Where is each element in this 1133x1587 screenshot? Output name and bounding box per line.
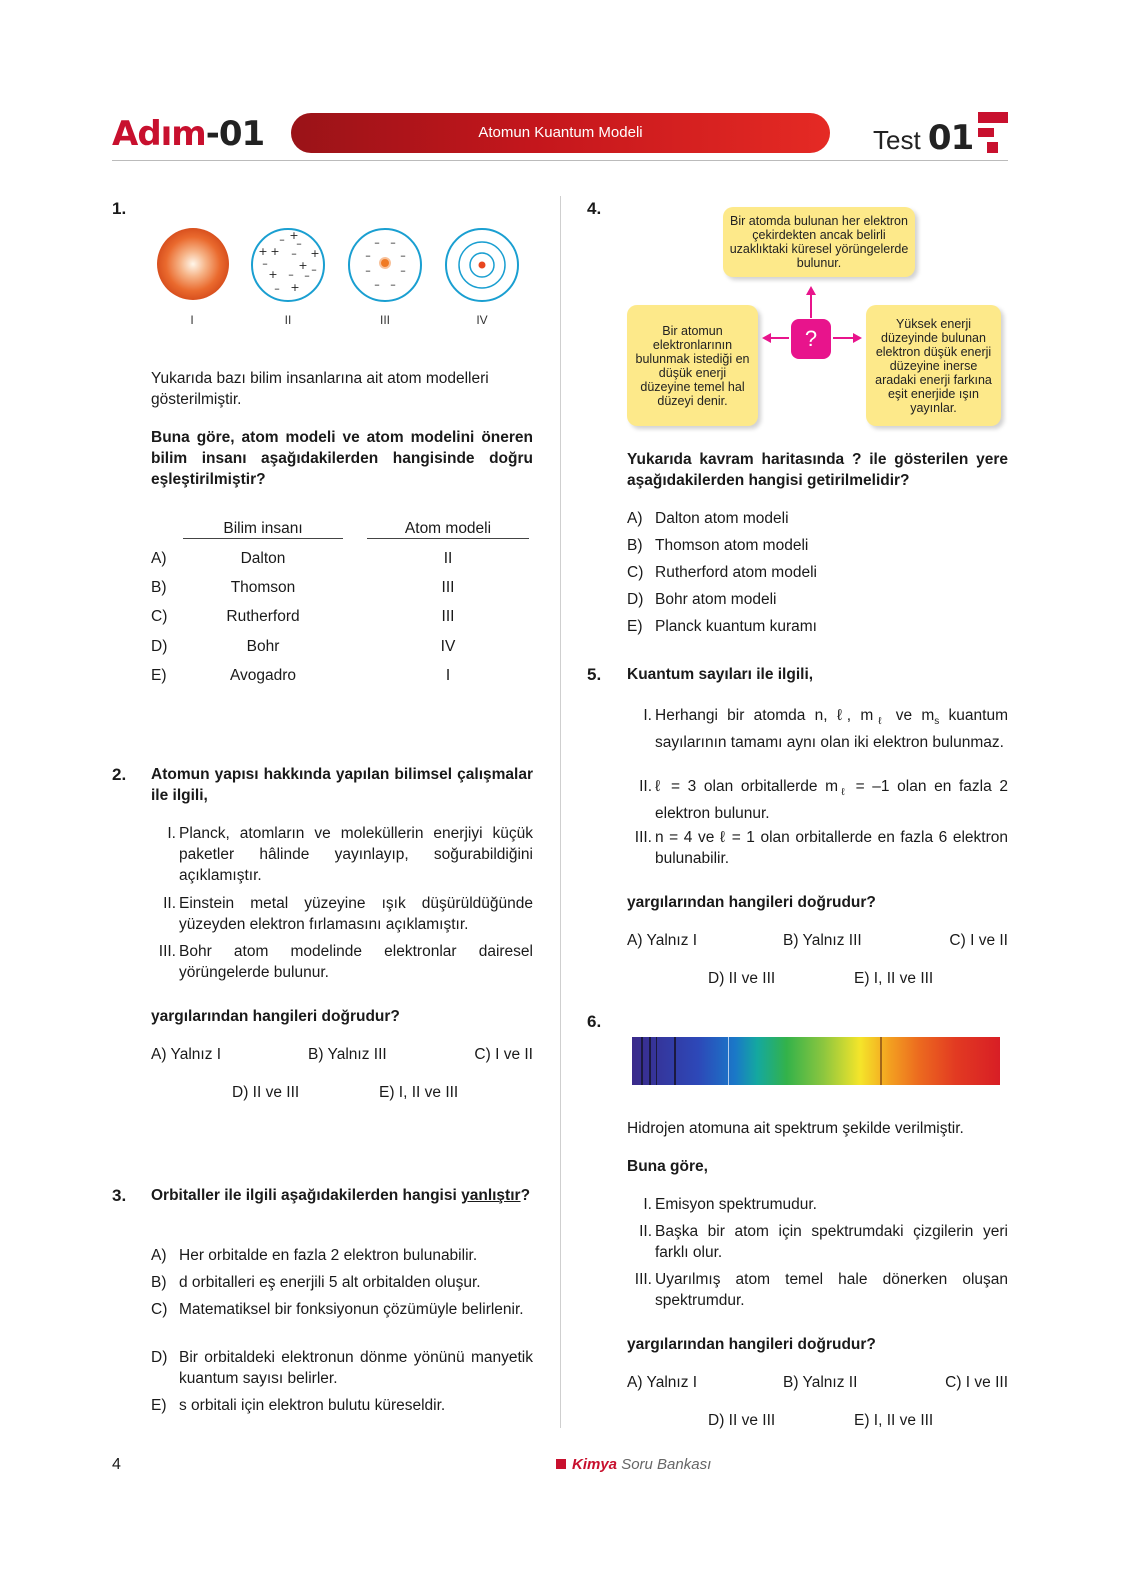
svg-text:–: – [311, 263, 317, 276]
q2-statement-roman: III. [158, 943, 176, 960]
q1-option-scientist: Avogadro [229, 667, 297, 684]
model-label-iv: IV [476, 313, 488, 327]
q1-option-letter[interactable]: B) [151, 579, 167, 596]
q4-option-letter[interactable]: E) [627, 618, 643, 635]
q3-option-text: Matematiksel bir fonksiyonun çözümüyle belirlenir. [179, 1301, 524, 1318]
q6-ask: yargılarından hangileri doğrudur? [627, 1336, 876, 1353]
q3-option-letter[interactable]: B) [151, 1274, 167, 1291]
q6-lead: Buna göre, [627, 1158, 708, 1175]
model-iii-nucleus-icon [346, 226, 424, 304]
q1-question: Buna göre, atom modeli ve atom modelini öneren bilim insanı aşağıdakilerden hangisinde doğru eşleştirilmiştir? [151, 429, 533, 488]
q4-option-text: Planck kuantum kuramı [655, 618, 817, 635]
q2-option-e[interactable]: E) I, II ve III [379, 1084, 459, 1101]
q5-statement-text: ℓ = 3 olan orbitallerde $m_\ell = -1$ olan en fazla 2 elektron bulunur. [655, 778, 1008, 823]
svg-text:+: + [290, 281, 300, 294]
q2-statement-text: Einstein metal yüzeyine ışık düşürüldüğünde yüzeyden elektron fırlamasını açıklamıştır. [179, 895, 533, 933]
q6-option-c[interactable]: C) I ve III [945, 1374, 1008, 1391]
q5-statement-text: Herhangi bir atomda n, ℓ, $m_\ell$ ve $m_s$ kuantum sayılarının tamamı aynı olan iki elektron bulunmaz. [655, 707, 1008, 752]
q5-option-c[interactable]: C) I ve II [949, 932, 1008, 949]
q6-option-b[interactable]: B) Yalnız II [783, 1374, 858, 1391]
q2-option-b[interactable]: B) Yalnız III [308, 1046, 387, 1063]
svg-text:–: – [374, 236, 380, 249]
q1-number: 1. [112, 199, 127, 218]
q1-header-rule [367, 538, 529, 539]
q4-option-letter[interactable]: B) [627, 537, 643, 554]
footer-brand-bold: Kimya [572, 1456, 618, 1473]
q4-option-text: Thomson atom modeli [655, 537, 809, 554]
svg-text:–: – [304, 269, 310, 282]
svg-text:+: + [289, 229, 299, 242]
model-label-iii: III [379, 313, 390, 327]
q3-question-text: Orbitaller ile ilgili aşağıdakilerden hangisi [151, 1187, 462, 1204]
q2-number: 2. [112, 765, 127, 784]
q3-option-letter[interactable]: A) [151, 1247, 167, 1264]
q5-statement-roman: I. [643, 707, 652, 724]
svg-text:–: – [400, 264, 406, 277]
concept-box-left: Bir atomun elektronlarının bulunmak istediği en düşük enerji düzeyine temel hal düzeyi denir. [627, 305, 758, 426]
q1-col-model-header: Atom modeli [404, 520, 492, 537]
svg-text:–: – [296, 237, 302, 250]
q3-question [151, 1185, 533, 1206]
q3-option-letter[interactable]: C) [151, 1301, 168, 1318]
svg-text:+: + [310, 247, 320, 260]
q6-statement-roman: III. [634, 1271, 652, 1288]
q1-option-letter[interactable]: E) [151, 667, 167, 684]
svg-text:–: – [291, 247, 297, 260]
q6-option-d[interactable]: D) II ve III [708, 1412, 776, 1429]
q3-option-text: d orbitalleri eş enerjili 5 alt orbitalden oluşur. [179, 1274, 481, 1291]
page-number: 4 [112, 1456, 121, 1473]
q2-statement-text: Bohr atom modelinde elektronlar dairesel yörüngelerde bulunur. [179, 943, 533, 981]
q1-option-model: III [441, 608, 455, 625]
svg-text:+: + [258, 245, 268, 258]
model-i-sphere-icon [155, 226, 231, 302]
q6-intro: Hidrojen atomuna ait spektrum şekilde verilmiştir. [627, 1120, 964, 1137]
svg-text:+: + [298, 259, 308, 272]
brand-word: Adım [112, 114, 206, 154]
concept-arrows-icon [760, 284, 864, 360]
q5-statement-text: n = 4 ve ℓ = 1 olan orbitallerde en fazla 6 elektron bulunabilir. [655, 829, 1008, 867]
q4-option-text: Bohr atom modeli [655, 591, 777, 608]
q1-option-letter[interactable]: C) [151, 608, 168, 625]
test-number: 01 [927, 118, 974, 158]
q6-option-a[interactable]: A) Yalnız I [627, 1374, 698, 1391]
model-iv-bohr-icon [443, 226, 521, 304]
q5-ask: yargılarından hangileri doğrudur? [627, 894, 876, 911]
model-label-ii: II [284, 313, 292, 327]
brand-logo [112, 112, 264, 156]
test-label [873, 118, 973, 160]
page-title: Atomun Kuantum Modeli [291, 113, 830, 153]
svg-text:+: + [270, 245, 280, 258]
test-word: Test [873, 125, 921, 155]
concept-box-right: Yüksek enerji düzeyinde bulunan elektron düşük enerji düzeyine inerse aradaki enerji farkına eşit enerjide ışın yayınlar. [866, 305, 1001, 426]
q1-option-model: I [445, 667, 451, 684]
q1-option-scientist: Bohr [246, 638, 280, 655]
q5-option-e[interactable]: E) I, II ve III [854, 970, 934, 987]
svg-text:–: – [279, 233, 285, 246]
q2-option-c[interactable]: C) I ve II [474, 1046, 533, 1063]
q2-statement-roman: I. [167, 825, 176, 842]
q4-question: Yukarıda kavram haritasında ? ile gösterilen yere aşağıdakilerden hangisi getirilmelidir? [627, 451, 1008, 489]
q2-question: Atomun yapısı hakkında yapılan bilimsel çalışmalar ile ilgili, [151, 766, 533, 804]
q4-option-text: Dalton atom modeli [655, 510, 789, 527]
q3-question-end: ? [520, 1187, 531, 1204]
q1-intro: Yukarıda bazı bilim insanlarına ait atom modelleri gösterilmiştir. [151, 370, 489, 408]
q4-option-text: Rutherford atom modeli [655, 564, 817, 581]
q4-option-letter[interactable]: D) [627, 591, 644, 608]
q4-option-letter[interactable]: A) [627, 510, 643, 527]
q1-option-scientist: Rutherford [226, 608, 300, 625]
q1-option-model: II [443, 550, 453, 567]
model-label-i: I [190, 313, 194, 327]
q6-statement-roman: I. [643, 1196, 652, 1213]
q1-col-scientist-header: Bilim insanı [223, 520, 303, 537]
svg-text:–: – [288, 268, 294, 281]
q1-option-scientist: Thomson [230, 579, 296, 596]
footer-brand [556, 1454, 711, 1475]
svg-text:–: – [390, 236, 396, 249]
q4-number: 4. [587, 199, 602, 218]
footer-square-icon [556, 1459, 566, 1469]
q3-option-letter[interactable]: E) [151, 1397, 167, 1414]
q5-option-a[interactable]: A) Yalnız I [627, 932, 698, 949]
svg-text:–: – [274, 282, 280, 295]
q6-statement-text: Başka bir atom için spektrumdaki çizgilerin yeri farklı olur. [655, 1223, 1008, 1261]
q3-option-text: Her orbitalde en fazla 2 elektron bulunabilir. [179, 1247, 478, 1264]
test-logo-icon [978, 112, 1008, 154]
column-divider [560, 196, 561, 1428]
q5-option-d[interactable]: D) II ve III [708, 970, 776, 987]
q2-option-d[interactable]: D) II ve III [232, 1084, 300, 1101]
q5-statement-roman: III. [634, 829, 652, 846]
svg-text:+: + [268, 268, 278, 281]
hydrogen-spectrum-image [632, 1037, 1000, 1085]
header-divider [112, 160, 1008, 161]
svg-text:–: – [262, 257, 268, 270]
q6-option-e[interactable]: E) I, II ve III [854, 1412, 934, 1429]
footer-brand-rest: Soru Bankası [617, 1456, 712, 1473]
q3-option-text: Bir orbitaldeki elektronun dönme yönünü manyetik kuantum sayısı belirler. [179, 1349, 533, 1387]
q5-number: 5. [587, 665, 602, 684]
model-ii-plum-pudding-icon [249, 226, 327, 304]
q6-statement-text: Emisyon spektrumudur. [655, 1196, 817, 1213]
q1-option-model: III [441, 579, 455, 596]
concept-box-top: Bir atomda bulunan her elektron çekirdekten ancak belirli uzaklıktaki küresel yörüngelerde bulunur. [723, 207, 915, 277]
q6-statement-roman: II. [639, 1223, 652, 1240]
brand-number: -01 [205, 114, 265, 154]
q3-number: 3. [112, 1186, 127, 1205]
q2-ask: yargılarından hangileri doğrudur? [151, 1008, 400, 1025]
q5-statement-roman: II. [639, 778, 652, 795]
q3-option-letter[interactable]: D) [151, 1349, 168, 1366]
q1-option-letter[interactable]: A) [151, 550, 167, 567]
q4-option-letter[interactable]: C) [627, 564, 644, 581]
svg-text:–: – [365, 264, 371, 277]
svg-text:–: – [400, 249, 406, 262]
svg-text:–: – [390, 278, 396, 291]
q3-option-text: s orbitali için elektron bulutu küreseldir. [179, 1397, 446, 1414]
q5-question: Kuantum sayıları ile ilgili, [627, 666, 814, 683]
q2-statement-text: Planck, atomların ve moleküllerin enerjiyi küçük paketler hâlinde yayınlayıp, soğurabildiğini açıklamıştır. [179, 825, 533, 884]
q2-statement-roman: II. [163, 895, 176, 912]
q1-option-scientist: Dalton [240, 550, 286, 567]
q5-option-b[interactable]: B) Yalnız III [783, 932, 862, 949]
concept-center-question-mark: ? [791, 319, 831, 359]
svg-text:–: – [365, 249, 371, 262]
q1-option-letter[interactable]: D) [151, 638, 168, 655]
q1-option-model: IV [440, 638, 456, 655]
q3-question-emphasis: yanlıştır [461, 1187, 521, 1204]
q1-header-rule [183, 538, 343, 539]
q6-number: 6. [587, 1012, 602, 1031]
q6-statement-text: Uyarılmış atom temel hale dönerken oluşan spektrumdur. [655, 1271, 1008, 1309]
svg-text:–: – [374, 278, 380, 291]
q2-option-a[interactable]: A) Yalnız I [151, 1046, 222, 1063]
